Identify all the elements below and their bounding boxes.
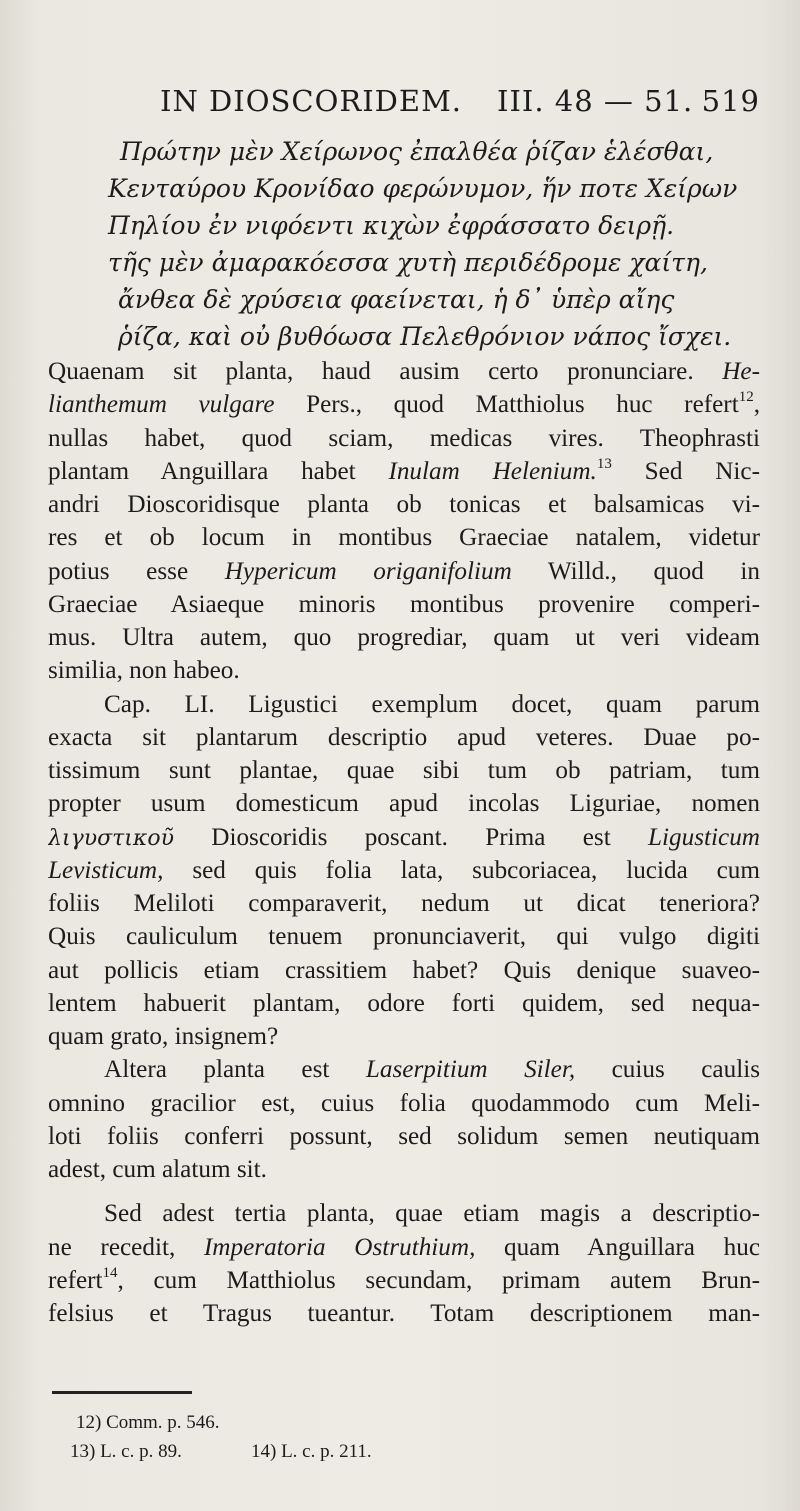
page-number: 519 <box>701 84 760 118</box>
footnote-12: 12) Comm. p. 546. <box>76 1412 220 1433</box>
text-line: loti foliis conferri possunt, sed solidum semen neutiquam <box>48 1122 760 1150</box>
verse-line: Κενταύρου Κρονίδαο φερώνυμον, ἥν ποτε Χείρων <box>108 174 738 203</box>
text-line: tissimum sunt plantae, quae sibi tum ob patriam, tum <box>48 757 760 784</box>
text-line: Altera planta est Laserpitium Siler, cuius caulis <box>104 1056 760 1084</box>
text-line: adest, cum alatum sit. <box>48 1156 267 1183</box>
running-title: IN DIOSCORIDEM. <box>160 84 462 118</box>
verse-line: ῥίζα, καὶ οὐ βυθόωσα Πελεθρόνιον νάπος ἴσχει. <box>118 322 732 351</box>
text-line: Quaenam sit planta, haud ausim certo pronunciare. He- <box>48 358 760 385</box>
text-line: lentem habuerit plantam, odore forti quidem, sed nequa- <box>48 989 760 1017</box>
text-line: refert$^{14}$, cum Matthiolus secundam, primam autem Brun- <box>48 1264 760 1294</box>
text-line: ne recedit, Imperatoria Ostruthium, quam Anguillara huc <box>48 1233 760 1261</box>
text-line: mus. Ultra autem, quo progrediar, quam ut veri videam <box>48 624 760 651</box>
text-line: andri Dioscoridisque planta ob tonicas et balsamicas vi- <box>48 491 760 518</box>
footnote-13: 13) L. c. p. 89. <box>70 1441 182 1462</box>
body-text <box>48 355 760 1330</box>
footnote-ref: 13 <box>596 455 612 472</box>
text-line: Graeciae Asiaeque minoris montibus provenire comperi- <box>48 590 760 618</box>
text-line: nullas habet, quod sciam, medicas vires. Theophrasti <box>48 424 760 452</box>
text-line: similia, non habeo. <box>48 657 240 685</box>
text-line: Quis cauliculum tenuem pronunciaverit, qui vulgo digiti <box>48 923 760 951</box>
verse-line: τῆς μὲν ἀμαρακόεσσα χυτὴ περιδέδρομε χαίτη, <box>108 248 708 277</box>
text-line: quam grato, insignem? <box>48 1023 279 1050</box>
footnote-rule <box>52 1391 192 1394</box>
verse-line: Πηλίου ἐν νιφόεντι κιχὼν ἐφράσσατο δειρῇ. <box>108 211 675 240</box>
text-line: plantam Anguillara habet Inulam Helenium.$^{13}$ Sed Nic- <box>48 455 760 485</box>
text-line: propter usum domesticum apud incolas Liguriae, nomen <box>48 790 760 818</box>
verse-line: Πρώτην μὲν Χείρωνος ἐπαλθέα ῥίζαν ἑλέσθαι, <box>120 137 714 166</box>
text-line: λιγυστικοῦ Dioscoridis poscant. Prima est Ligusticum <box>48 823 760 851</box>
verse-line: ἄνθεα δὲ χρύσεια φαείνεται, ἡ δ᾽ ὑπὲρ αἴης <box>118 285 675 314</box>
section-range: III. 48 — 51. <box>497 84 694 118</box>
text-line: Levisticum, sed quis folia lata, subcoriacea, lucida cum <box>48 856 760 884</box>
footnote-ref: 12 <box>738 389 754 406</box>
text-line: foliis Meliloti comparaverit, nedum ut dicat teneriora? <box>48 890 760 917</box>
text-line: res et ob locum in montibus Graeciae natalem, videtur <box>48 524 760 552</box>
text-line: Sed adest tertia planta, quae etiam magis a descriptio- <box>104 1200 760 1228</box>
text-line: aut pollicis etiam crassitiem habet? Quis denique suaveo- <box>48 956 760 984</box>
text-line: potius esse Hypericum origanifolium Willd., quod in <box>48 557 760 585</box>
footnote-14: 14) L. c. p. 211. <box>251 1441 372 1462</box>
text-line: Cap. LI. Ligustici exemplum docet, quam parum <box>104 690 760 718</box>
text-line: felsius et Tragus tueantur. Totam descriptionem man- <box>48 1300 760 1327</box>
text-line: lianthemum vulgare Pers., quod Matthiolus huc refert$^{12}$, <box>48 389 760 419</box>
running-header <box>160 84 760 128</box>
text-line: exacta sit plantarum descriptio apud veteres. Duae po- <box>48 723 760 751</box>
footnote-ref: 14 <box>102 1264 118 1281</box>
text-line: omnino gracilior est, cuius folia quodammodo cum Meli- <box>48 1089 760 1117</box>
